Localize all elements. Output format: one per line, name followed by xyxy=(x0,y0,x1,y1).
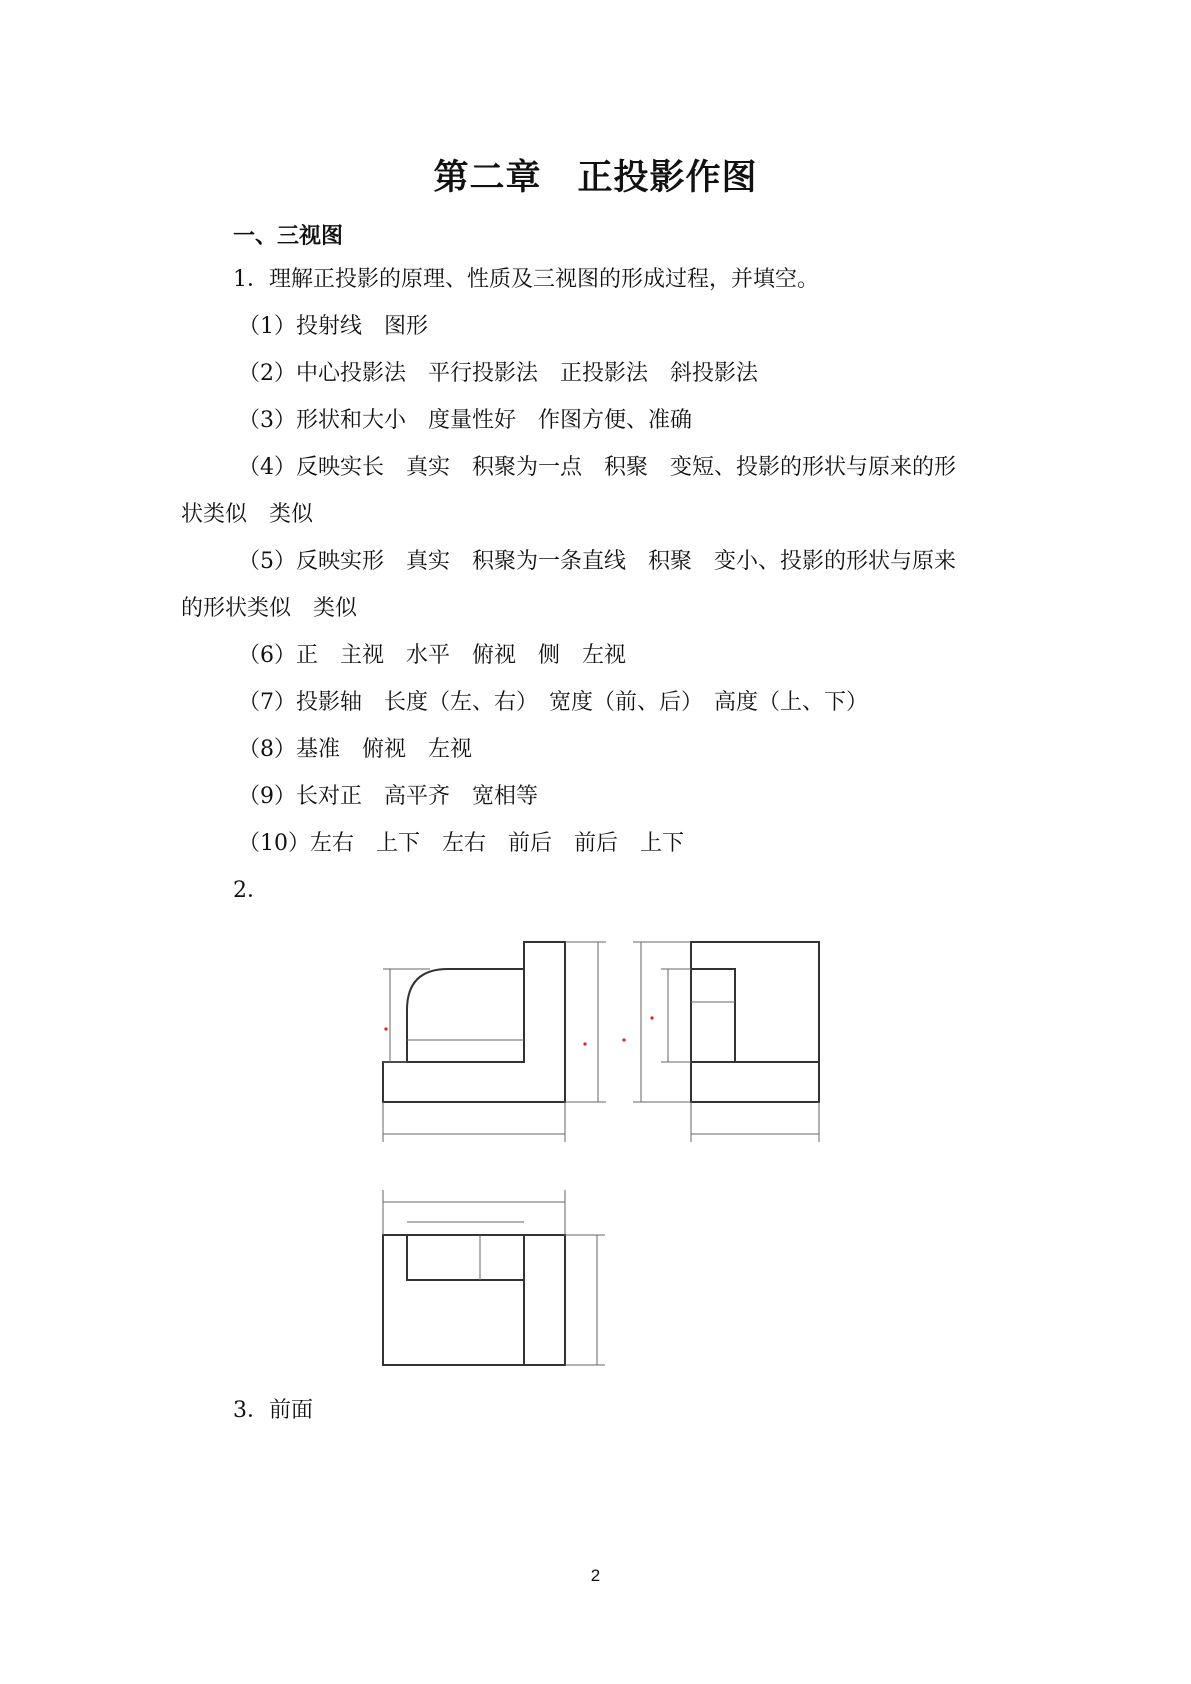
answer-1-8: （8）基准 俯视 左视 xyxy=(238,737,472,762)
answer-1-5-cont: 的形状类似 类似 xyxy=(181,596,358,621)
answer-1-9: （9）长对正 高平齐 宽相等 xyxy=(238,784,538,809)
left-view xyxy=(622,942,819,1142)
answer-1-1: （1）投射线 图形 xyxy=(238,314,428,339)
front-view xyxy=(383,942,606,1142)
answer-1-4: （4）反映实长 真实 积聚为一点 积聚 变短、投影的形状与原来的形 xyxy=(238,455,956,480)
answer-1-5: （5）反映实形 真实 积聚为一条直线 积聚 变小、投影的形状与原来 xyxy=(238,549,956,574)
answer-1-2: （2）中心投影法 平行投影法 正投影法 斜投影法 xyxy=(238,361,758,386)
answer-1-7: （7）投影轴 长度（左、右） 宽度（前、后） 高度（上、下） xyxy=(238,690,868,715)
question-2: 2． xyxy=(233,878,269,903)
question-1: 1．理解正投影的原理、性质及三视图的形成过程，并填空。 xyxy=(233,267,819,292)
top-view xyxy=(383,1190,605,1365)
page-number: 2 xyxy=(590,1566,601,1585)
answer-1-10: （10）左右 上下 左右 前后 前后 上下 xyxy=(238,831,684,856)
answer-1-3: （3）形状和大小 度量性好 作图方便、准确 xyxy=(238,408,692,433)
question-3: 3．前面 xyxy=(233,1398,313,1423)
chapter-title: 第二章 正投影作图 xyxy=(433,157,758,198)
answer-1-4-cont: 状类似 类似 xyxy=(181,502,314,527)
section-heading: 一、三视图 xyxy=(233,223,344,249)
answer-1-6: （6）正 主视 水平 俯视 侧 左视 xyxy=(238,643,626,668)
